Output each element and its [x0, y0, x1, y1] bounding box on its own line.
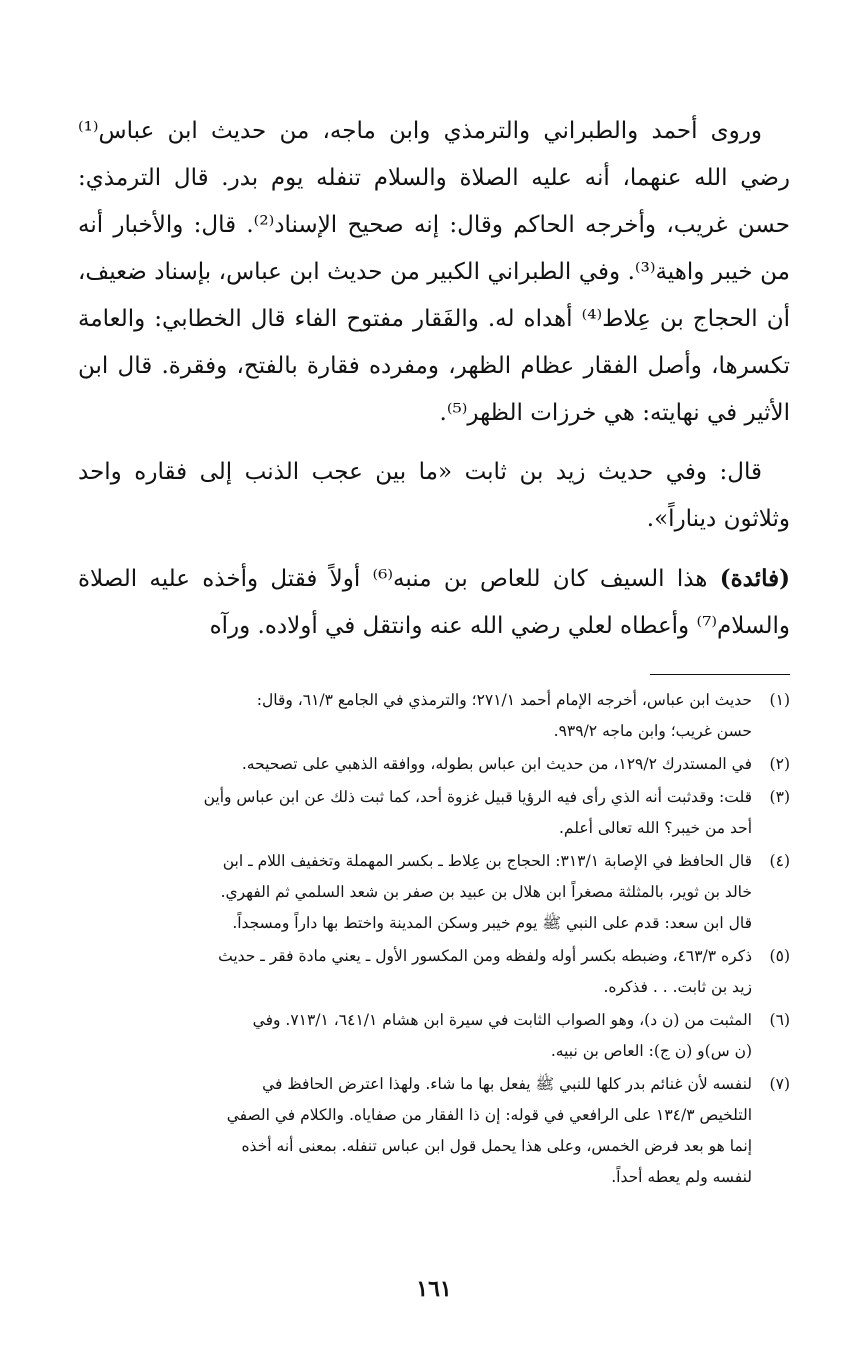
- footnote-text: [78, 1005, 752, 1067]
- footnote-line: لنفسه ولم يعطه أحداً.: [611, 1168, 752, 1186]
- footnote-7: [78, 1069, 790, 1193]
- body-paragraph-2: قال: وفي حديث زيد بن ثابت «ما بين عجب الذنب إلى فقاره واحد وثلاثون ديناراً».: [78, 459, 790, 532]
- footnote-text: [78, 749, 752, 780]
- footnote-1: [78, 685, 790, 747]
- footnote-line: زيد بن ثابت. . . فذكره.: [603, 978, 752, 996]
- footnote-line: المثبت من (ن د)، وهو الصواب الثابت في سيرة ابن هشام ٦٤١/١، ٧١٣/١. وفي: [252, 1011, 752, 1029]
- footnote-line: خالد بن ثوير، بالمثلثة مصغراً ابن هلال بن عبيد بن صفر بن شعد السلمي ثم الفهري.: [220, 883, 752, 901]
- footnote-line: لنفسه لأن غنائم بدر كلها للنبي ﷺ يفعل بها ما شاء. ولهذا اعترض الحافظ في: [262, 1075, 752, 1093]
- footnote-number: (٣): [769, 788, 790, 806]
- footnote-number: (٥): [769, 947, 790, 965]
- document-page: [78, 108, 790, 1195]
- footnote-text: [78, 846, 752, 939]
- fawaid-text: هذا السيف كان للعاص بن منبه⁽⁶⁾ أولاً فقتل وأخذه عليه الصلاة والسلام⁽⁷⁾ وأعطاه لعلي رضي الله عنه وانتقل في أولاده. ورآه: [78, 566, 790, 639]
- footnote-separator: [650, 674, 790, 675]
- fawaid-label: (فائدة): [719, 565, 790, 592]
- footnote-line: في المستدرك ١٢٩/٢، من حديث ابن عباس بطوله، ووافقه الذهبي على تصحيحه.: [241, 755, 752, 773]
- footnote-3: [78, 782, 790, 844]
- footnote-6: [78, 1005, 790, 1067]
- footnote-text: [78, 685, 752, 747]
- footnote-line: ذكره ٤٦٣/٣، وضبطه بكسر أوله ولفظه ومن المكسور الأول ـ يعني مادة فقر ـ حديث: [218, 947, 752, 965]
- footnote-line: قال الحافظ في الإصابة ٣١٣/١: الحجاج بن عِلاط ـ بكسر المهملة وتخفيف اللام ـ ابن: [222, 852, 752, 870]
- footnote-number: (٦): [769, 1011, 790, 1029]
- footnote-5: [78, 941, 790, 1003]
- page-number: ١٦١: [416, 1276, 452, 1302]
- footnote-line: إنما هو بعد فرض الخمس، وعلى هذا يحمل قول ابن عباس تنفله. بمعنى أنه أخذه: [241, 1137, 752, 1155]
- footnote-4: [78, 846, 790, 939]
- footnotes: [78, 685, 790, 1193]
- footnote-text: [78, 782, 752, 844]
- footnote-line: قال ابن سعد: قدم على النبي ﷺ يوم خيبر وسكن المدينة واختط بها داراً ومسجداً.: [232, 914, 752, 932]
- footnote-line: التلخيص ١٣٤/٣ على الرافعي في قوله: إن ذا الفقار من صفاياه. والكلام في الصفي: [226, 1106, 752, 1124]
- body-paragraph-1: وروى أحمد والطبراني والترمذي وابن ماجه، من حديث ابن عباس⁽¹⁾ رضي الله عنهما، أنه عليه الصلاة والسلام تنفله يوم بدر. قال الترمذي: حسن غريب، وأخرجه الحاكم وقال: إنه صحيح الإسناد⁽²⁾. قال: والأخبار أنه من خيبر واهية⁽³⁾. وفي الطبراني الكبير من حديث ابن عباس، بإسناد ضعيف، أن الحجاج بن عِلاط⁽⁴⁾ أهداه له. والفَقار مفتوح الفاء قال الخطابي: والعامة تكسرها، وأصل الفقار عظام الظهر، ومفرده فقارة بالفتح، وفقرة. قال ابن الأثير في نهايته: هي خرزات الظهر⁽⁵⁾.: [78, 118, 790, 426]
- footnote-2: [78, 749, 790, 780]
- footnote-line: أحد من خيبر؟ الله تعالى أعلم.: [558, 819, 752, 837]
- footnote-text: [78, 1069, 752, 1193]
- footnote-line: حديث ابن عباس، أخرجه الإمام أحمد ٢٧١/١؛ والترمذي في الجامع ٦١/٣، وقال:: [256, 691, 752, 709]
- footnote-number: (٢): [769, 755, 790, 773]
- main-text: [78, 108, 790, 650]
- footnote-text: [78, 941, 752, 1003]
- footnote-number: (٧): [769, 1075, 790, 1093]
- footnote-number: (٤): [769, 852, 790, 870]
- body-paragraph-fawaid: [78, 555, 790, 650]
- footnote-line: (ن س)و (ن ج): العاص بن نبيه.: [550, 1042, 752, 1060]
- footnote-number: (١): [769, 691, 790, 709]
- footnote-line: قلت: وقدثبت أنه الذي رأى فيه الرؤيا قبيل غزوة أحد، كما ثبت ذلك عن ابن عباس وأين: [203, 788, 752, 806]
- footnote-line: حسن غريب؛ وابن ماجه ٩٣٩/٢.: [553, 722, 752, 740]
